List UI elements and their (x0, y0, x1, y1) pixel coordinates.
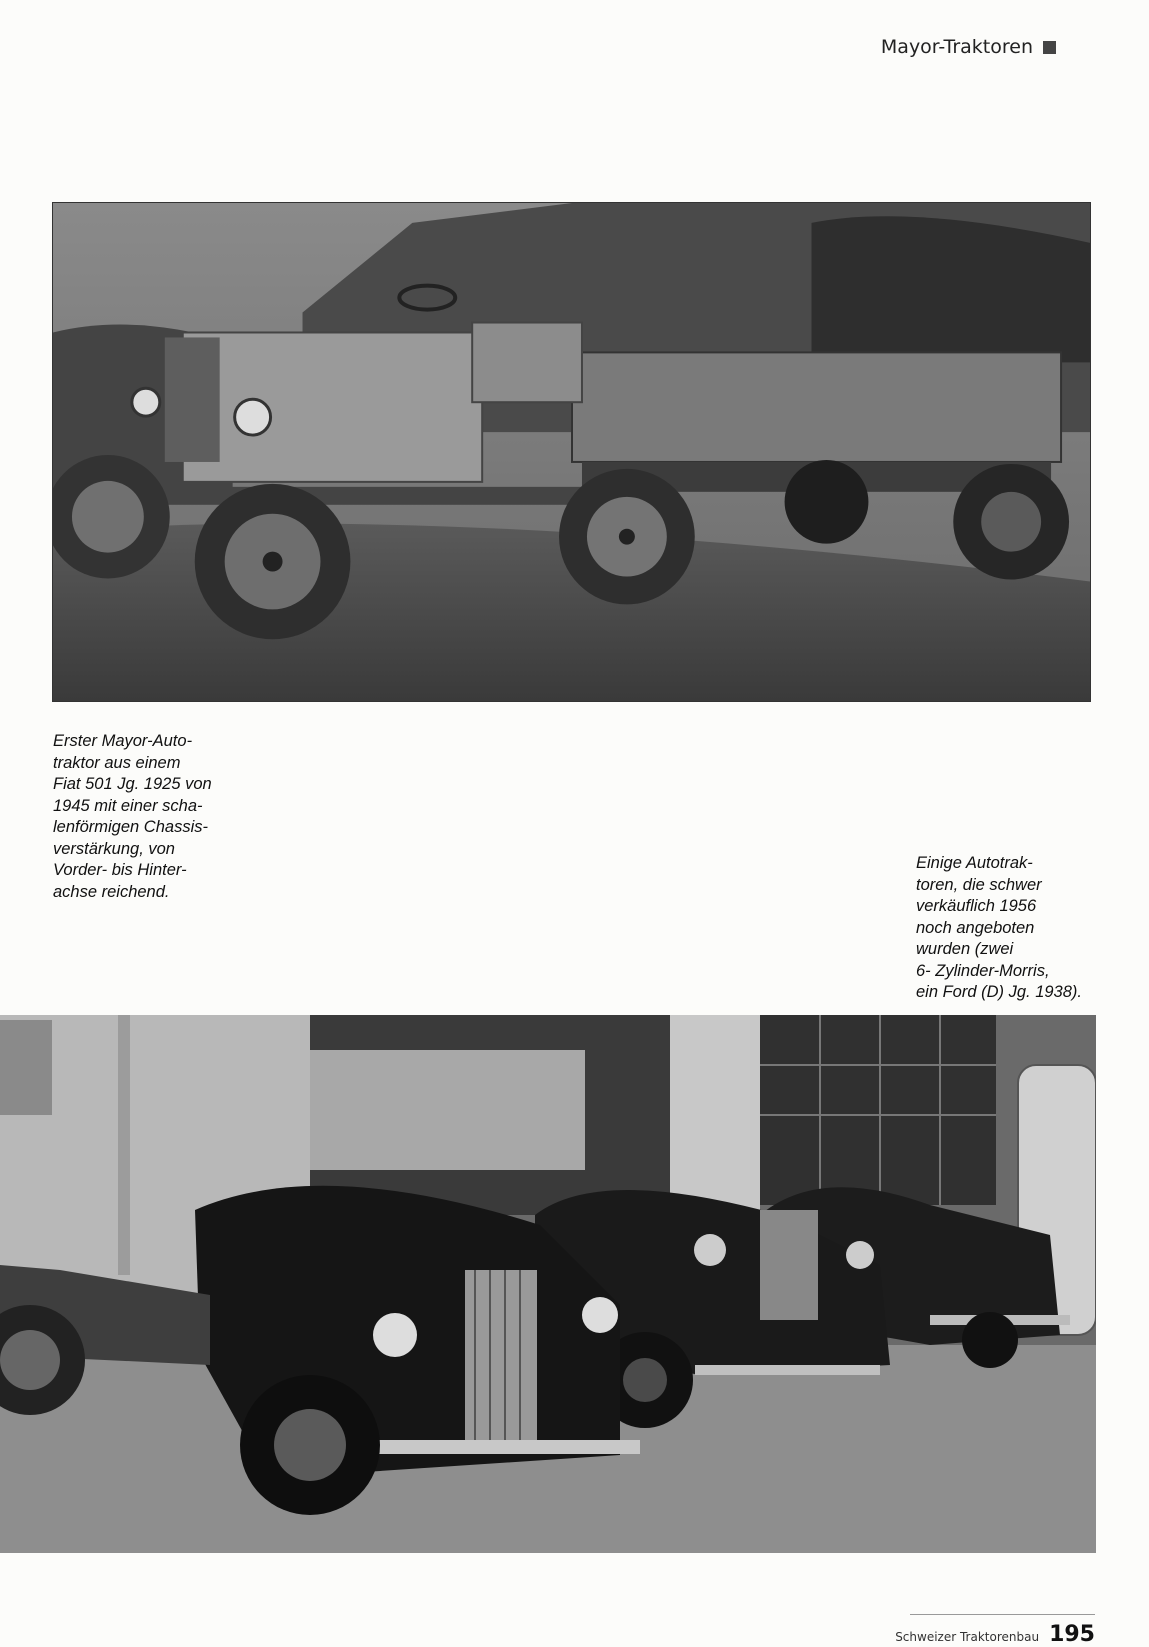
photo-fiat-tractor (52, 202, 1091, 702)
running-title: Mayor-Traktoren (880, 36, 1033, 58)
photo-auto-tractors (0, 1015, 1096, 1553)
page-number: 195 (1049, 1622, 1095, 1647)
running-head (881, 36, 1056, 58)
caption-first-tractor (53, 731, 243, 903)
footer-book-title: Schweizer Traktorenbau (895, 1630, 1040, 1644)
page-footer (895, 1622, 1095, 1647)
header-square-marker (1043, 41, 1056, 54)
caption-text: Einige Autotrak- toren, die schwer verkäuflich 1956 noch angeboten wurden (zwei 6- Zylinder-Morris, ein Ford (D) Jg. 1938). (916, 854, 1082, 1001)
footer-rule (910, 1614, 1095, 1615)
caption-auto-tractors (916, 853, 1116, 1004)
caption-text: Erster Mayor-Auto- traktor aus einem Fiat 501 Jg. 1925 von 1945 mit einer scha- lenförmigen Chassis- verstärkung, von Vorder- bis Hinter- achse reichend. (53, 732, 212, 901)
